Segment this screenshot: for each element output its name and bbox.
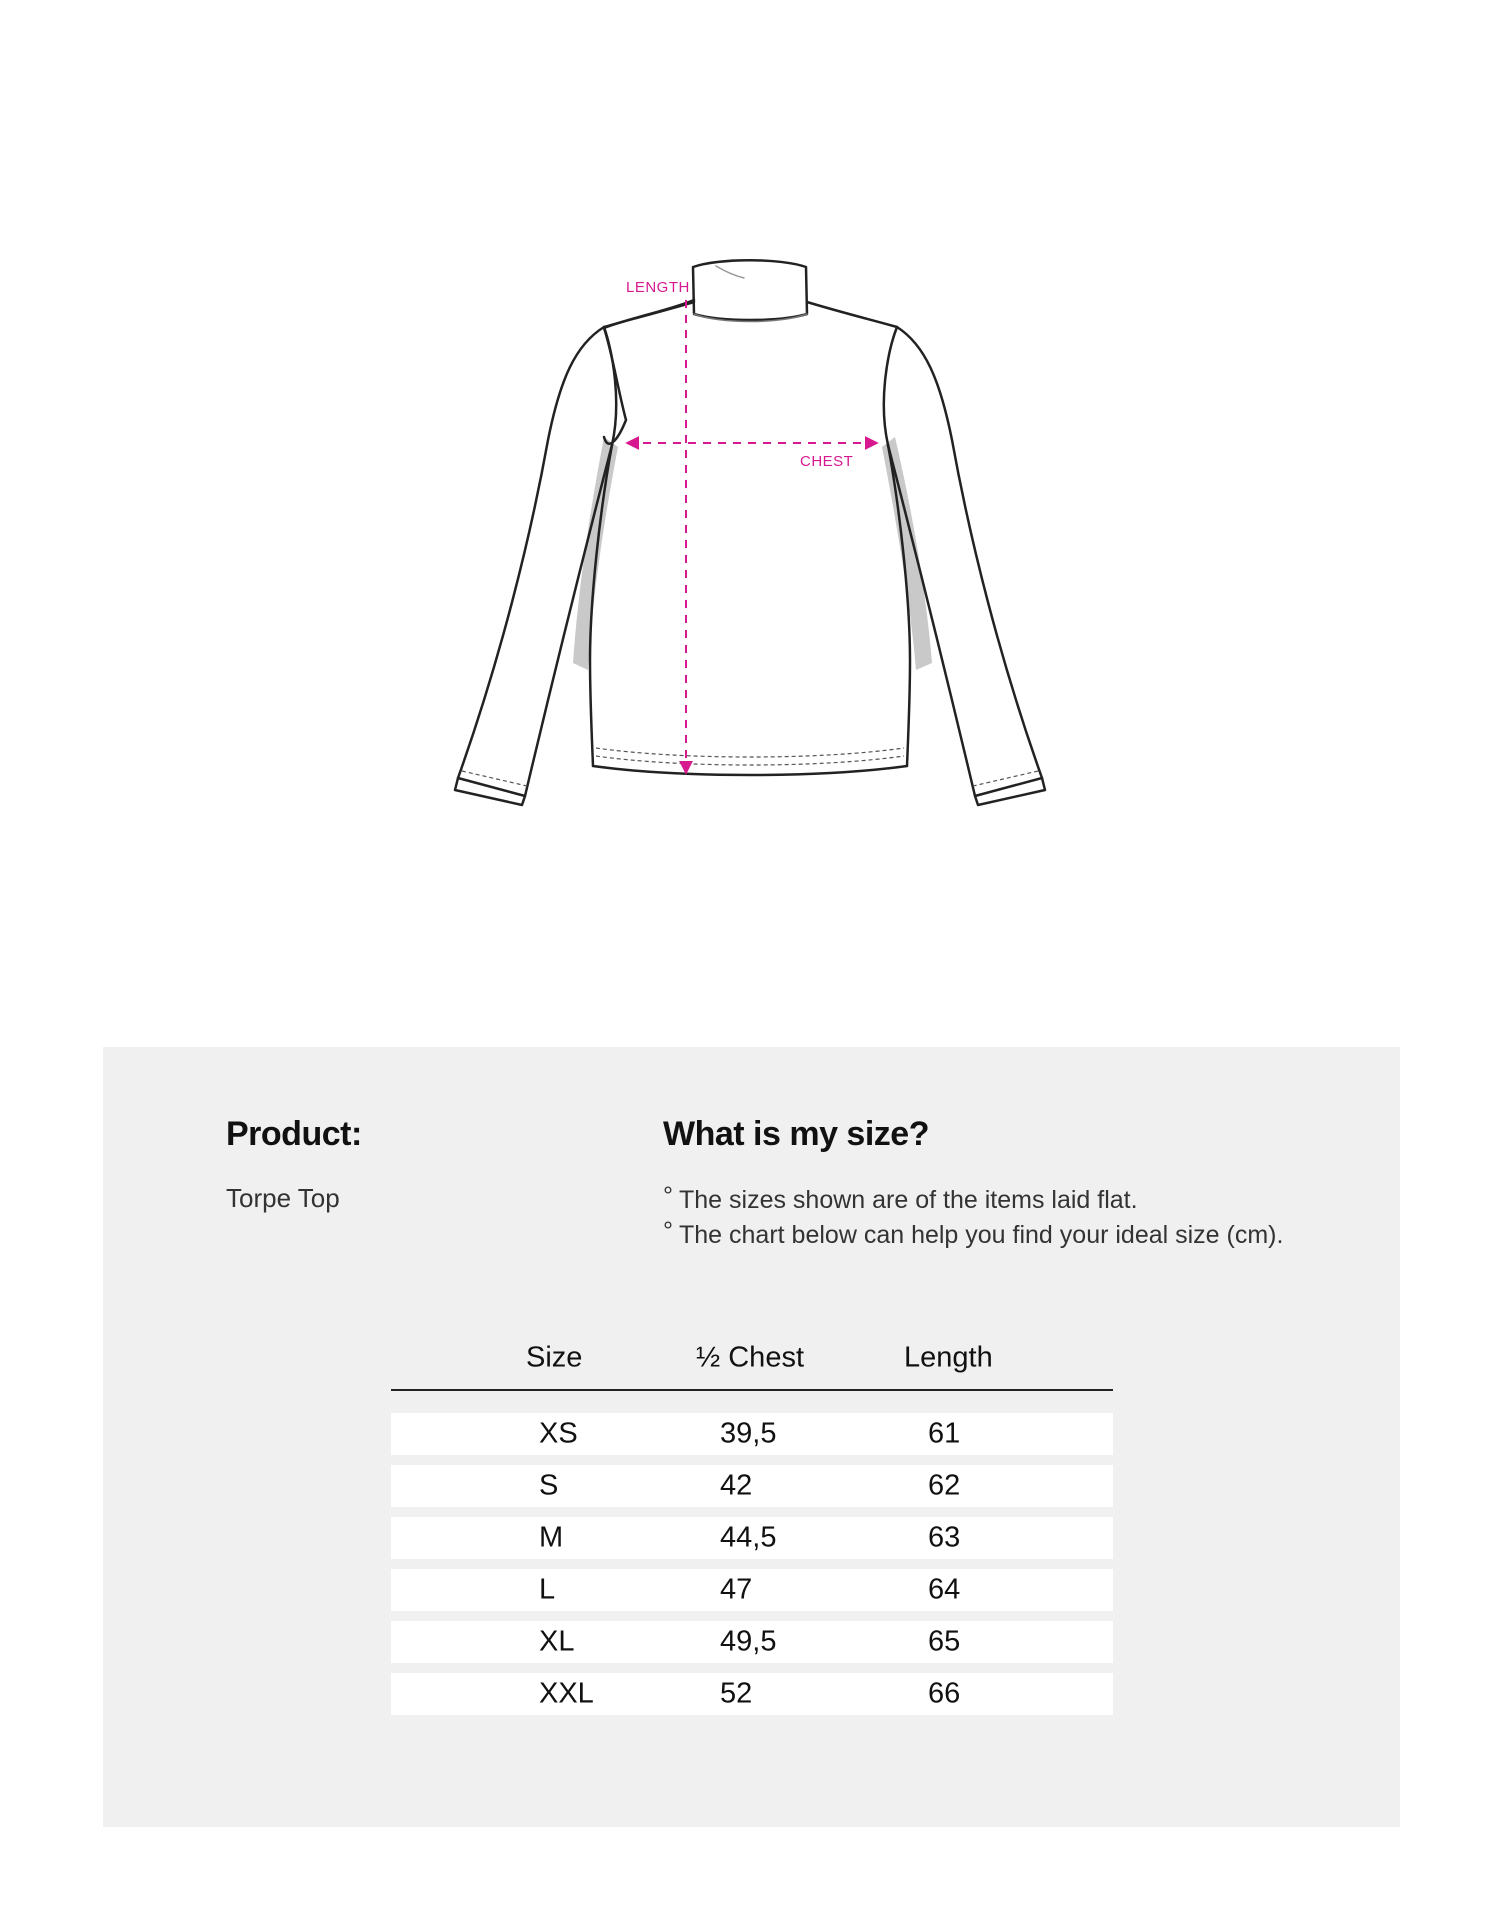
size-note: ° The sizes shown are of the items laid flat. [663, 1183, 1283, 1218]
chest-label: CHEST [800, 453, 854, 470]
header-length: Length [904, 1341, 993, 1374]
size-note: ° The chart below can help you find your ideal size (cm). [663, 1218, 1283, 1253]
product-name: Torpe Top [226, 1183, 340, 1213]
cell-length: 64 [928, 1573, 961, 1606]
cell-half-chest: 47 [720, 1573, 753, 1606]
cell-half-chest: 42 [720, 1469, 753, 1502]
cell-length: 66 [928, 1677, 961, 1710]
table-header [391, 1327, 1113, 1391]
table-row [391, 1673, 1113, 1715]
cell-size: XXL [539, 1677, 594, 1710]
cell-size: M [539, 1521, 564, 1554]
cell-half-chest: 49,5 [720, 1625, 777, 1658]
size-notes [663, 1183, 1283, 1253]
table-row [391, 1569, 1113, 1611]
length-label: LENGTH [626, 279, 690, 296]
cell-size: XL [539, 1625, 575, 1658]
garment-outline [455, 260, 1045, 805]
table-row [391, 1413, 1113, 1455]
table-row [391, 1517, 1113, 1559]
cell-size: S [539, 1469, 559, 1502]
size-info-panel [103, 1047, 1400, 1827]
cell-size: L [539, 1573, 556, 1606]
right-side-shade [882, 437, 932, 670]
product-heading: Product: [226, 1115, 362, 1153]
size-table [391, 1327, 1113, 1725]
header-half-chest: ½ Chest [696, 1341, 804, 1374]
table-body [391, 1413, 1113, 1715]
cell-length: 62 [928, 1469, 961, 1502]
cell-length: 65 [928, 1625, 961, 1658]
header-size: Size [526, 1341, 583, 1374]
cell-half-chest: 52 [720, 1677, 753, 1710]
cell-half-chest: 44,5 [720, 1521, 777, 1554]
size-heading: What is my size? [663, 1115, 929, 1153]
cell-size: XS [539, 1417, 578, 1450]
table-row [391, 1465, 1113, 1507]
cell-length: 63 [928, 1521, 961, 1554]
cell-half-chest: 39,5 [720, 1417, 777, 1450]
stitch-lines [462, 748, 1038, 786]
cell-length: 61 [928, 1417, 961, 1450]
table-row [391, 1621, 1113, 1663]
